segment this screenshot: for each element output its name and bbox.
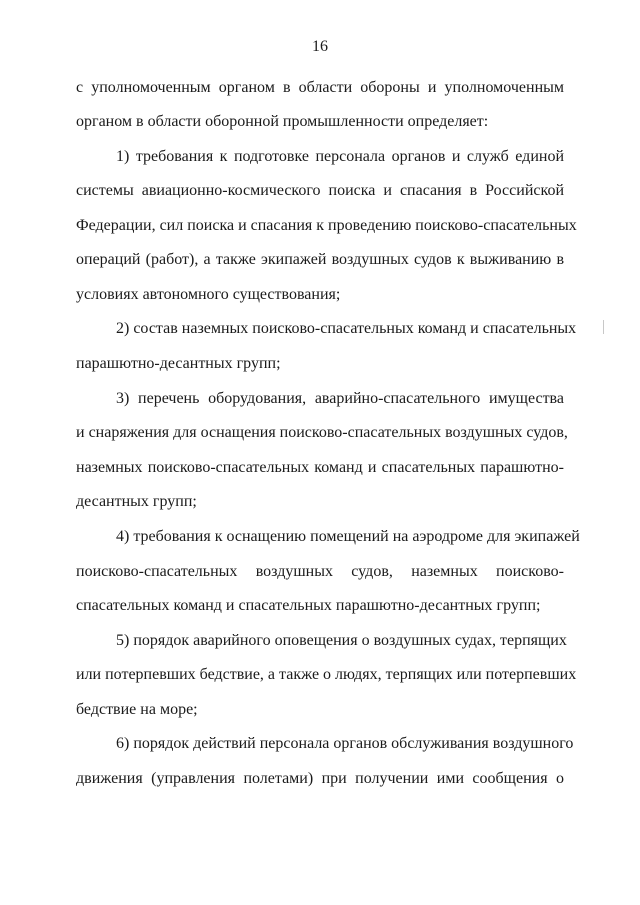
text-line-9: парашютно-десантных групп; xyxy=(76,355,281,372)
text-line-5: Федерации, сил поиска и спасания к проведению поисково-спасательных xyxy=(76,217,577,234)
text-line-11: и снаряжения для оснащения поисково-спасательных воздушных судов, xyxy=(76,424,568,441)
page-number: 16 xyxy=(312,38,328,55)
text-line-8: 2) состав наземных поисково-спасательных команд и спасательных xyxy=(116,320,577,337)
text-line-6: операций (работ), а также экипажей воздушных судов к выживанию в xyxy=(76,251,564,268)
text-line-19: бедствие на море; xyxy=(76,701,198,718)
text-line-3: 1) требования к подготовке персонала органов и служб единой xyxy=(116,148,564,165)
scan-artifact xyxy=(603,320,604,334)
text-line-21: движения (управления полетами) при получении ими сообщения о xyxy=(76,770,564,787)
text-line-20: 6) порядок действий персонала органов обслуживания воздушного xyxy=(116,735,574,752)
text-line-17: 5) порядок аварийного оповещения о воздушных судах, терпящих xyxy=(116,632,567,649)
text-line-4: системы авиационно-космического поиска и спасания в Российской xyxy=(76,182,564,199)
text-line-14: 4) требования к оснащению помещений на аэродроме для экипажей xyxy=(116,528,580,545)
text-line-13: десантных групп; xyxy=(76,493,197,510)
text-line-2: органом в области оборонной промышленности определяет: xyxy=(76,113,489,130)
text-line-18: или потерпевших бедствие, а также о людях, терпящих или потерпевших xyxy=(76,666,577,683)
text-line-16: спасательных команд и спасательных парашютно-десантных групп; xyxy=(76,597,541,614)
text-line-7: условиях автономного существования; xyxy=(76,286,341,303)
text-line-12: наземных поисково-спасательных команд и спасательных парашютно- xyxy=(76,459,564,476)
text-line-1: с уполномоченным органом в области обороны и уполномоченным xyxy=(76,79,564,96)
text-line-15: поисково-спасательных воздушных судов, наземных поисково- xyxy=(76,563,564,580)
text-line-10: 3) перечень оборудования, аварийно-спасательного имущества xyxy=(116,390,564,407)
